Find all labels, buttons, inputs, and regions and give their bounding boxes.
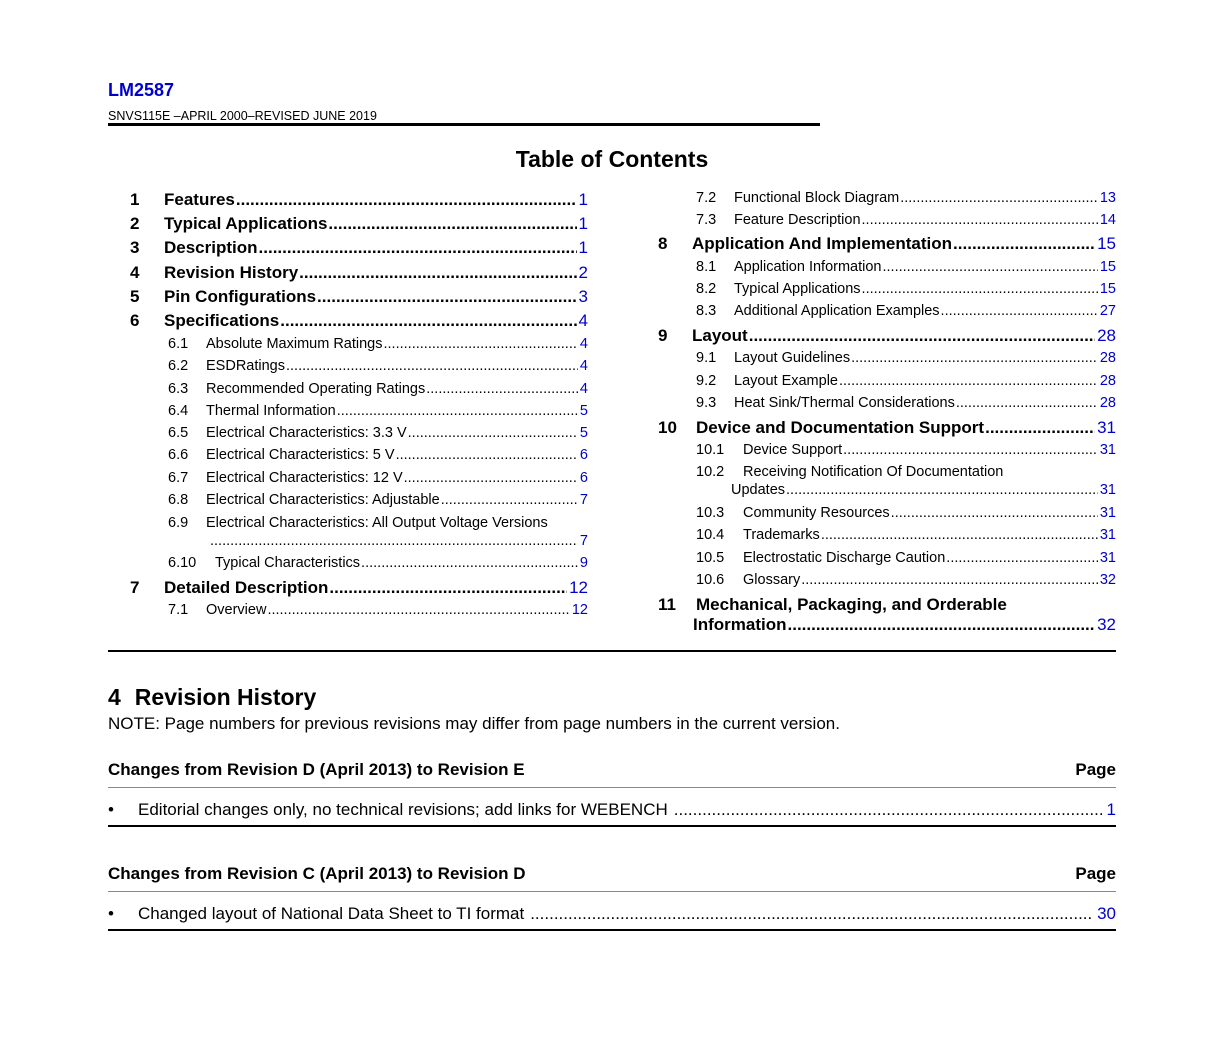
- toc-entry-page[interactable]: 6: [579, 447, 588, 463]
- toc-leader: [329, 578, 567, 598]
- toc-entry-label: ESDRatings: [206, 358, 285, 374]
- toc-entry-number: 7: [130, 578, 140, 597]
- change-block-title: [108, 760, 1116, 780]
- toc-entry-electrical-adjustable[interactable]: [168, 492, 588, 508]
- change-item-text: Editorial changes only, no technical revisions; add links for WEBENCH: [138, 800, 668, 819]
- toc-leader: [788, 615, 1096, 635]
- toc-leader: [891, 505, 1098, 521]
- toc-leader: [280, 311, 576, 331]
- toc-entry-label: Layout Guidelines: [734, 350, 851, 366]
- toc-entry-electrical-12v[interactable]: [168, 470, 588, 486]
- toc-leader: [821, 527, 1098, 543]
- toc-leader: [946, 550, 1098, 566]
- toc-entry-number: 6.5: [168, 425, 189, 441]
- toc-entry-recommended-operating-ratings[interactable]: [168, 381, 588, 397]
- toc-entry-number: 8: [658, 234, 668, 253]
- toc-entry-electrical-3v3[interactable]: [168, 425, 588, 441]
- toc-entry-page[interactable]: 31: [1099, 482, 1116, 498]
- toc-entry-label: Pin Configurations: [164, 287, 317, 306]
- toc-entry-label: Electrical Characteristics: All Output Voltage Versions: [206, 515, 548, 531]
- toc-entry-mechanical-packaging-cont[interactable]: [693, 615, 1116, 635]
- toc-entry-number: 4: [130, 263, 140, 282]
- change-item[interactable]: [108, 800, 1116, 820]
- change-leader: [530, 904, 1093, 924]
- toc-entry-layout-guidelines[interactable]: [696, 350, 1116, 366]
- toc-entry-label: Revision History: [164, 263, 299, 282]
- toc-entry-mechanical-packaging[interactable]: [658, 595, 1007, 615]
- toc-entry-page[interactable]: 1: [578, 238, 588, 257]
- toc-entry-electrical-all-versions-cont[interactable]: [210, 533, 588, 549]
- toc-entry-label-continued: Updates: [731, 482, 786, 498]
- toc-entry-community-resources[interactable]: [696, 505, 1116, 521]
- toc-leader: [236, 190, 577, 210]
- toc-entry-label: Detailed Description: [164, 578, 329, 597]
- revision-history-heading: [108, 684, 316, 711]
- toc-entry-page[interactable]: 31: [1099, 550, 1116, 566]
- toc-entry-page[interactable]: 31: [1099, 442, 1116, 458]
- toc-entry-label: Functional Block Diagram: [734, 190, 900, 206]
- toc-leader: [210, 533, 578, 549]
- toc-leader: [299, 263, 576, 283]
- toc-entry-number: 10.4: [696, 527, 725, 543]
- toc-entry-electrostatic-discharge[interactable]: [696, 550, 1116, 566]
- part-number-link[interactable]: LM2587: [108, 80, 175, 100]
- toc-leader: [408, 425, 578, 441]
- toc-entry-label: Specifications: [164, 311, 280, 330]
- toc-entry-typical-applications-8-2[interactable]: [696, 281, 1116, 297]
- toc-entry-number: 3: [130, 238, 140, 257]
- toc-entry-label: Absolute Maximum Ratings: [206, 336, 383, 352]
- bullet-icon: •: [108, 904, 114, 923]
- change-block-divider: [108, 929, 1116, 931]
- toc-leader: [953, 234, 1095, 254]
- toc-entry-label: Typical Applications: [164, 214, 328, 233]
- toc-entry-typical-characteristics[interactable]: [168, 555, 588, 571]
- toc-entry-label: Trademarks: [743, 527, 820, 543]
- toc-leader: [267, 602, 569, 618]
- change-block-divider: [108, 825, 1116, 827]
- toc-entry-page[interactable]: 2: [578, 263, 588, 282]
- toc-leader: [361, 555, 578, 571]
- toc-entry-label: Mechanical, Packaging, and Orderable: [696, 595, 1007, 614]
- revision-note: NOTE: Page numbers for previous revisions may differ from page numbers in the current version.: [108, 714, 840, 733]
- toc-entry-number: 6.4: [168, 403, 189, 419]
- change-item-page[interactable]: 1: [1106, 800, 1116, 819]
- toc-entry-label: Electrostatic Discharge Caution: [743, 550, 946, 566]
- toc-entry-label: Community Resources: [743, 505, 890, 521]
- toc-leader: [286, 358, 578, 374]
- toc-entry-label: Description: [164, 238, 258, 257]
- toc-entry-label: Layout: [692, 326, 748, 345]
- toc-entry-label: Typical Characteristics: [215, 555, 361, 571]
- toc-leader: [384, 336, 578, 352]
- toc-entry-trademarks[interactable]: [696, 527, 1116, 543]
- toc-title: Table of Contents: [515, 146, 709, 172]
- toc-entry-page[interactable]: 31: [1097, 418, 1116, 437]
- toc-entry-esd-ratings[interactable]: [168, 358, 588, 374]
- toc-entry-page[interactable]: 4: [579, 381, 588, 397]
- toc-leader: [801, 572, 1098, 588]
- toc-entry-page[interactable]: 32: [1099, 572, 1116, 588]
- toc-entry-number: 10.5: [696, 550, 725, 566]
- toc-entry-page[interactable]: 15: [1097, 234, 1116, 253]
- toc-leader: [851, 350, 1098, 366]
- toc-entry-page[interactable]: 28: [1099, 395, 1116, 411]
- toc-entry-label: Application Information: [734, 259, 882, 275]
- change-item[interactable]: [108, 904, 1116, 924]
- toc-entry-number: 6.2: [168, 358, 189, 374]
- toc-entry-number: 9.3: [696, 395, 717, 411]
- toc-entry-number: 8.3: [696, 303, 717, 319]
- toc-entry-number: 6: [130, 311, 140, 330]
- toc-entry-number: 1: [130, 190, 140, 209]
- toc-entry-page[interactable]: 31: [1099, 527, 1116, 543]
- toc-entry-page[interactable]: 15: [1099, 281, 1116, 297]
- toc-entry-number: 2: [130, 214, 140, 233]
- toc-leader: [328, 214, 576, 234]
- toc-entry-page[interactable]: 5: [579, 403, 588, 419]
- toc-entry-page[interactable]: 28: [1099, 350, 1116, 366]
- toc-entry-receiving-notification[interactable]: [696, 464, 1003, 480]
- toc-entry-receiving-notification-cont[interactable]: [731, 482, 1116, 498]
- toc-entry-label: Electrical Characteristics: Adjustable: [206, 492, 440, 508]
- toc-entry-label: Recommended Operating Ratings: [206, 381, 426, 397]
- toc-leader: [404, 470, 578, 486]
- toc-entry-page[interactable]: 12: [569, 578, 588, 597]
- toc-entry-number: 7.3: [696, 212, 717, 228]
- toc-entry-number: 7.2: [696, 190, 717, 206]
- toc-entry-thermal-information[interactable]: [168, 403, 588, 419]
- change-item-page[interactable]: 30: [1097, 904, 1116, 923]
- toc-entry-label: Electrical Characteristics: 5 V: [206, 447, 395, 463]
- toc-leader: [426, 381, 578, 397]
- toc-entry-page[interactable]: 31: [1099, 505, 1116, 521]
- toc-entry-page[interactable]: 1: [578, 214, 588, 233]
- toc-leader: [337, 403, 578, 419]
- change-title-divider: [108, 891, 1116, 892]
- toc-entry-page[interactable]: 4: [579, 336, 588, 352]
- toc-entry-number: 10.3: [696, 505, 725, 521]
- toc-entry-number: 10.2: [696, 464, 725, 480]
- toc-entry-number: 10.1: [696, 442, 725, 458]
- toc-entry-pin-configurations[interactable]: [130, 287, 588, 307]
- toc-entry-number: 6.6: [168, 447, 189, 463]
- toc-entry-number: 9.2: [696, 373, 717, 389]
- toc-entry-number: 5: [130, 287, 140, 306]
- toc-entry-features[interactable]: [130, 190, 588, 210]
- toc-leader: [843, 442, 1098, 458]
- toc-entry-label: Electrical Characteristics: 3.3 V: [206, 425, 407, 441]
- toc-leader: [317, 287, 576, 307]
- toc-entry-label: Heat Sink/Thermal Considerations: [734, 395, 955, 411]
- toc-leader: [839, 373, 1098, 389]
- toc-entry-page[interactable]: 6: [579, 470, 588, 486]
- toc-entry-page[interactable]: 32: [1097, 615, 1116, 634]
- change-item-text: Changed layout of National Data Sheet to TI format: [138, 904, 525, 923]
- toc-entry-label: Features: [164, 190, 235, 209]
- toc-entry-label: Receiving Notification Of Documentation: [743, 464, 1004, 480]
- toc-entry-number: 8.2: [696, 281, 717, 297]
- toc-leader: [441, 492, 578, 508]
- toc-entry-number: 6.1: [168, 336, 189, 352]
- toc-entry-label: Glossary: [743, 572, 801, 588]
- toc-entry-overview[interactable]: [168, 602, 588, 618]
- bullet-icon: •: [108, 800, 114, 819]
- toc-entry-page[interactable]: 28: [1097, 326, 1116, 345]
- toc-entry-number: 6.9: [168, 515, 189, 531]
- header-divider: [108, 123, 820, 126]
- toc-leader: [396, 447, 578, 463]
- toc-entry-electrical-all-versions[interactable]: [168, 515, 548, 531]
- toc-entry-revision-history[interactable]: [130, 263, 588, 283]
- toc-entry-typical-applications[interactable]: [130, 214, 588, 234]
- toc-entry-specifications[interactable]: [130, 311, 588, 331]
- toc-entry-functional-block-diagram[interactable]: [696, 190, 1116, 206]
- toc-entry-number: 9.1: [696, 350, 717, 366]
- toc-leader: [862, 281, 1098, 297]
- toc-leader: [749, 326, 1095, 346]
- toc-leader: [985, 418, 1095, 438]
- toc-entry-layout[interactable]: [658, 326, 1116, 346]
- toc-entry-electrical-5v[interactable]: [168, 447, 588, 463]
- toc-entry-label: Layout Example: [734, 373, 838, 389]
- toc-entry-label: Device and Documentation Support: [696, 418, 985, 437]
- section-number: 4: [108, 684, 121, 710]
- toc-entry-page[interactable]: 1: [578, 190, 588, 209]
- section-title: Revision History: [134, 684, 317, 710]
- toc-entry-page[interactable]: 12: [571, 602, 588, 618]
- toc-entry-page[interactable]: 7: [579, 533, 588, 549]
- toc-entry-number: 10: [658, 418, 677, 437]
- toc-entry-detailed-description[interactable]: [130, 578, 588, 598]
- page-column-header: Page: [1075, 864, 1116, 883]
- toc-entry-number: 6.3: [168, 381, 189, 397]
- toc-entry-page[interactable]: 5: [579, 425, 588, 441]
- toc-entry-page[interactable]: 28: [1099, 373, 1116, 389]
- toc-leader: [259, 238, 577, 258]
- document-info: SNVS115E –APRIL 2000–REVISED JUNE 2019: [108, 109, 377, 123]
- toc-entry-page[interactable]: 7: [579, 492, 588, 508]
- toc-leader: [900, 190, 1098, 206]
- toc-entry-application-information[interactable]: [696, 259, 1116, 275]
- toc-entry-page[interactable]: 13: [1099, 190, 1116, 206]
- toc-entry-additional-application-examples[interactable]: [696, 303, 1116, 319]
- toc-entry-device-documentation-support[interactable]: [658, 418, 1116, 438]
- change-title-text: Changes from Revision D (April 2013) to Revision E: [108, 760, 525, 779]
- toc-entry-number: 9: [658, 326, 668, 345]
- toc-entry-label: Device Support: [743, 442, 843, 458]
- toc-entry-number: 11: [658, 595, 676, 614]
- toc-entry-number: 6.8: [168, 492, 189, 508]
- toc-leader: [862, 212, 1098, 228]
- toc-leader: [941, 303, 1098, 319]
- toc-entry-number: 6.10: [168, 555, 197, 571]
- toc-entry-number: 10.6: [696, 572, 725, 588]
- change-leader: [674, 800, 1103, 820]
- toc-entry-glossary[interactable]: [696, 572, 1116, 588]
- toc-entry-heat-sink[interactable]: [696, 395, 1116, 411]
- toc-entry-page[interactable]: 15: [1099, 259, 1116, 275]
- change-title-text: Changes from Revision C (April 2013) to Revision D: [108, 864, 526, 883]
- toc-leader: [956, 395, 1098, 411]
- toc-entry-page[interactable]: 4: [578, 311, 588, 330]
- toc-entry-label: Application And Implementation: [692, 234, 953, 253]
- toc-divider: [108, 650, 1116, 652]
- toc-entry-number: 6.7: [168, 470, 189, 486]
- toc-entry-label-continued: Information: [693, 615, 787, 634]
- toc-leader: [883, 259, 1098, 275]
- toc-entry-label: Feature Description: [734, 212, 861, 228]
- toc-entry-layout-example[interactable]: [696, 373, 1116, 389]
- toc-entry-number: 7.1: [168, 602, 189, 618]
- toc-leader: [786, 482, 1098, 498]
- toc-entry-label: Typical Applications: [734, 281, 861, 297]
- toc-entry-page[interactable]: 14: [1099, 212, 1116, 228]
- toc-entry-number: 8.1: [696, 259, 717, 275]
- page-column-header: Page: [1075, 760, 1116, 779]
- toc-entry-absolute-maximum-ratings[interactable]: [168, 336, 588, 352]
- toc-entry-page[interactable]: 4: [579, 358, 588, 374]
- change-block-title: [108, 864, 1116, 884]
- toc-entry-device-support[interactable]: [696, 442, 1116, 458]
- toc-entry-label: Thermal Information: [206, 403, 336, 419]
- toc-entry-label: Overview: [206, 602, 267, 618]
- toc-entry-application-implementation[interactable]: [658, 234, 1116, 254]
- toc-entry-page[interactable]: 3: [578, 287, 588, 306]
- toc-entry-label: Additional Application Examples: [734, 303, 940, 319]
- toc-entry-feature-description[interactable]: [696, 212, 1116, 228]
- toc-entry-page[interactable]: 27: [1099, 303, 1116, 319]
- toc-entry-description[interactable]: [130, 238, 588, 258]
- change-title-divider: [108, 787, 1116, 788]
- toc-entry-page[interactable]: 9: [579, 555, 588, 571]
- toc-entry-label: Electrical Characteristics: 12 V: [206, 470, 403, 486]
